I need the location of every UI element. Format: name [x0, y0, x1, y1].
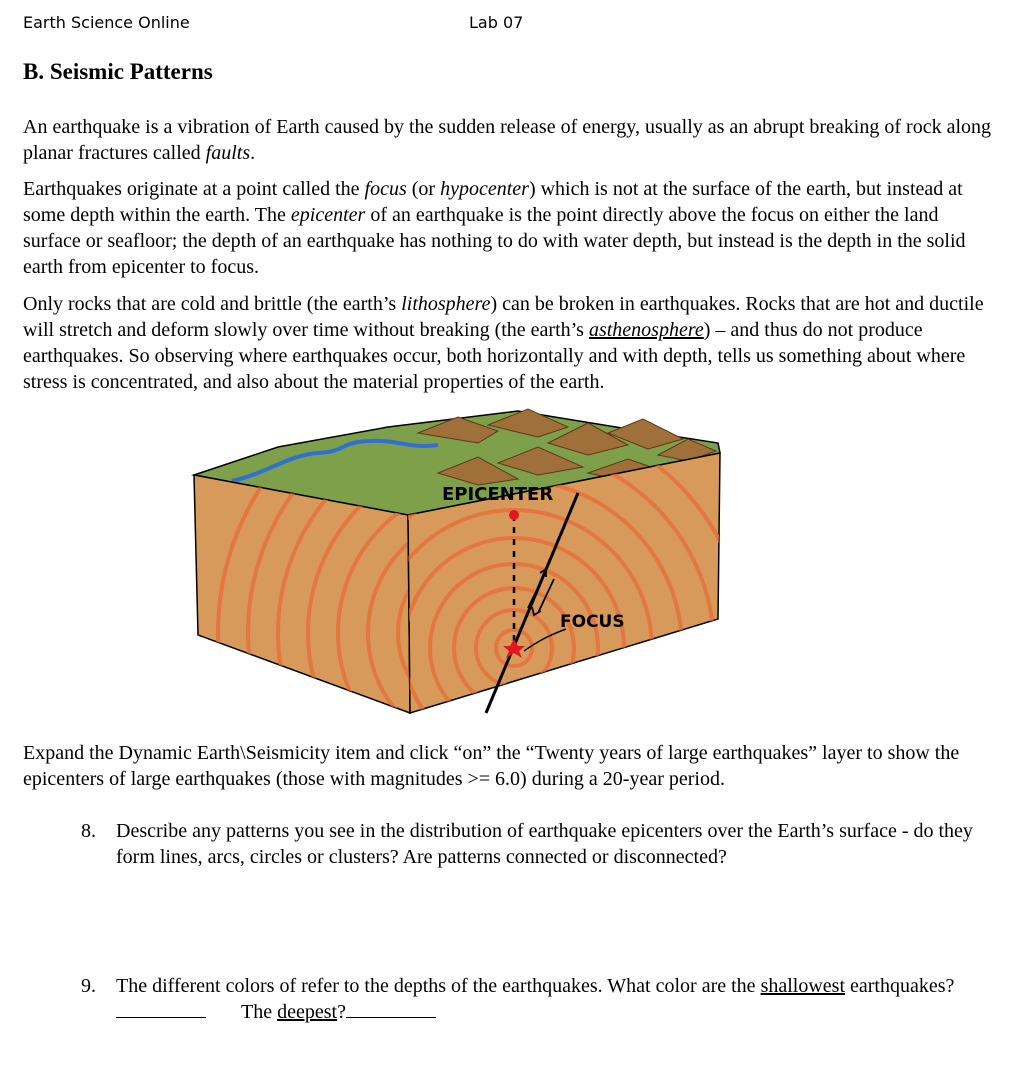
paragraph-instructions: Expand the Dynamic Earth\Seismicity item and click “on” the “Twenty years of large earthquakes” layer to show the epicenters of large earthquakes (those with magnitudes >= 6.0) during a 20-year period.: [23, 742, 960, 790]
question-9: [81, 973, 1001, 1025]
paragraph-focus-epicenter: Earthquakes originate at a point called the focus (or hypocenter) which is not at the surface of the earth, but instead at some depth within the earth. The epicenter of an earthquake is the point directly above the focus on either the land surface or seafloor; the depth of an earthquake has nothing to do with water depth, but instead is the depth in the solid earth from epicenter to focus.: [23, 178, 966, 278]
section-title: B. Seismic Patterns: [23, 59, 213, 84]
term-asthenosphere: asthenosphere: [588, 319, 704, 341]
question-8-text: Describe any patterns you see in the distribution of earthquake epicenters over the Earth’s surface - do they form lines, arcs, circles or clusters? Are patterns connected or disconnected?: [116, 820, 973, 868]
focus-label: FOCUS: [560, 612, 625, 632]
header-lab-number: Lab 07: [469, 13, 524, 32]
answer-blank-shallowest[interactable]: [116, 999, 206, 1018]
term-faults: faults: [205, 142, 251, 164]
question-8-number: 8.: [81, 820, 96, 842]
term-hypocenter: hypocenter: [440, 178, 529, 200]
question-9-text: The different colors of refer to the depths of the earthquakes. What color are the shallowest earthquakes? The deepest?: [116, 975, 955, 1023]
term-focus: focus: [364, 178, 407, 200]
header-course-title: Earth Science Online: [23, 13, 190, 32]
paragraph-lithosphere: Only rocks that are cold and brittle (the earth’s lithosphere) can be broken in earthquakes. Rocks that are hot and ductile will stretch and deform slowly over time without breaking (the earth’s asthenosphere) – and thus do not produce earthquakes. So observing where earthquakes occur, both horizontally and with depth, tells us something about where stress is concentrated, and also about the material properties of the earth.: [23, 293, 984, 393]
epicenter-label: EPICENTER: [442, 484, 554, 505]
term-lithosphere: lithosphere: [401, 293, 491, 315]
term-shallowest: shallowest: [760, 975, 845, 997]
question-9-number: 9.: [81, 975, 96, 997]
question-8: [81, 818, 1001, 870]
answer-blank-deepest[interactable]: [346, 999, 436, 1018]
paragraph-earthquake-definition: An earthquake is a vibration of Earth caused by the sudden release of energy, usually as an abrupt breaking of rock along planar fractures called faults.: [23, 116, 991, 164]
term-deepest: deepest: [277, 1001, 338, 1023]
term-epicenter: epicenter: [290, 204, 366, 226]
earthquake-block-diagram: [188, 403, 728, 723]
epicenter-marker: [509, 510, 519, 520]
